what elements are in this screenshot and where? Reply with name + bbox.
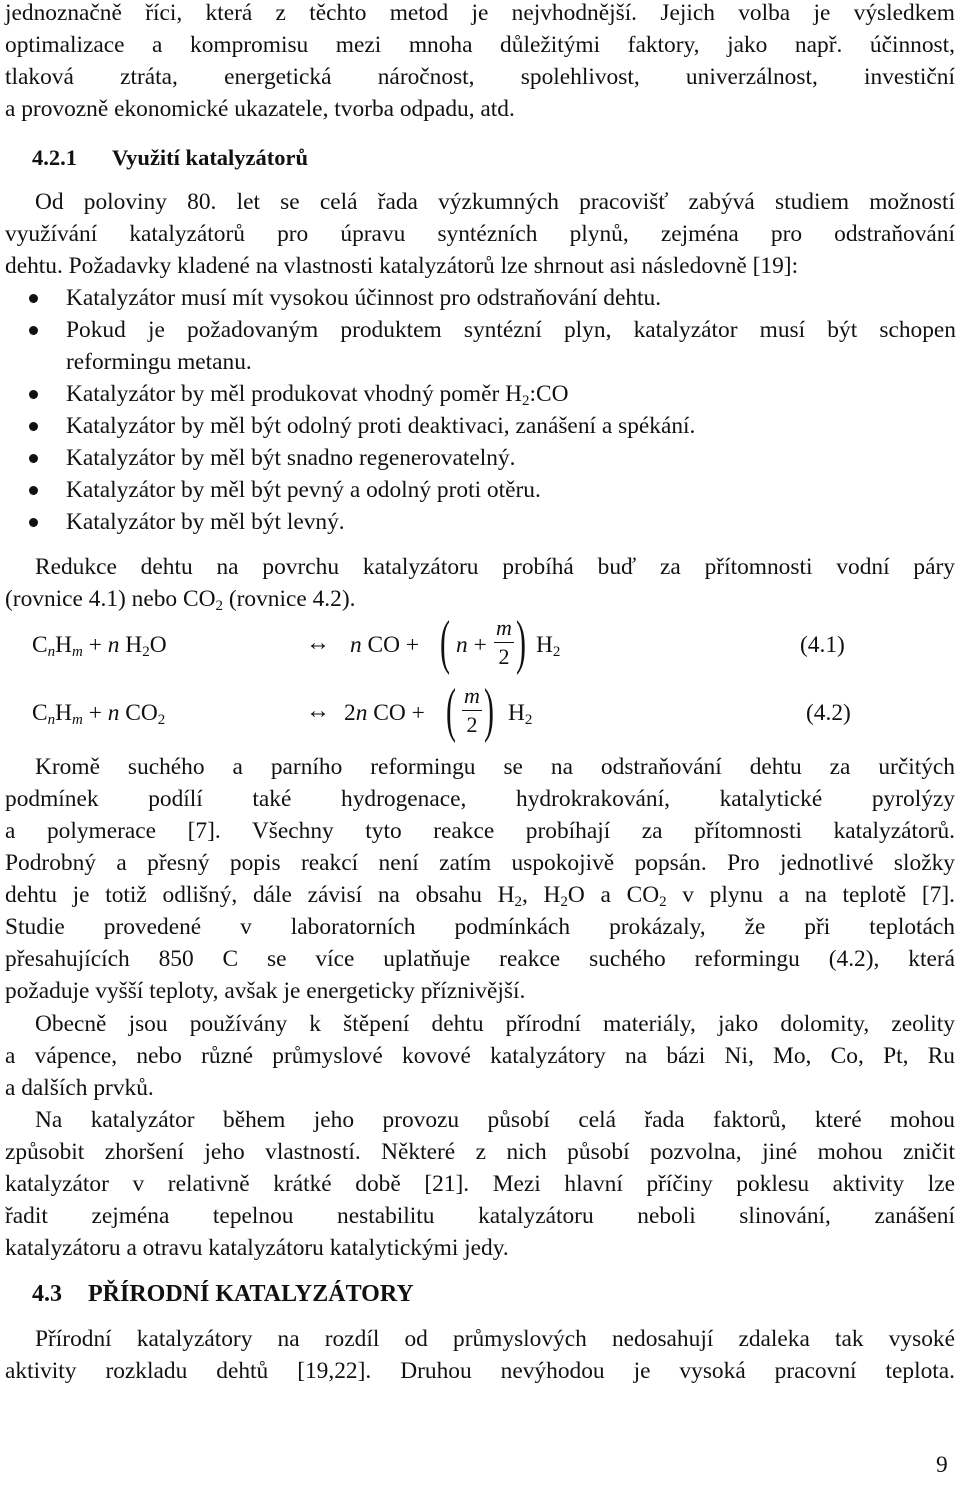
paragraph-other-reactions	[5, 751, 955, 1007]
list-item: Pokud je požadovaným produktem syntézní plyn, katalyzátor musí být schopen reformingu metanu.	[0, 314, 956, 378]
reversible-arrow-icon: ↔	[306, 630, 330, 656]
paragraph-reduction	[5, 551, 955, 615]
text-line: tlaková ztráta, energetická náročnost, spolehlivost, univerzálnost, investiční	[5, 64, 955, 90]
equation-4-1: $C_nH_m + n$ $H_2O$ ↔ n CO + ( n + m 2 ) $H_2$ (4.1)	[32, 609, 845, 675]
heading-title: PŘÍRODNÍ KATALYZÁTORY	[88, 1281, 414, 1307]
left-paren: (	[446, 677, 456, 743]
fraction-m-over-2: m 2	[492, 614, 516, 671]
right-paren: )	[516, 609, 526, 675]
heading-title: Využití katalyzátorů	[112, 145, 309, 170]
paragraph-requirements	[5, 186, 955, 282]
reversible-arrow-icon: ↔	[306, 698, 330, 724]
list-item: Katalyzátor musí mít vysokou účinnost pro odstraňování dehtu.	[0, 282, 956, 314]
text-line: Na katalyzátor během jeho provozu působí celá řada faktorů, které mohou	[35, 1107, 955, 1133]
equation-number: (4.1)	[800, 632, 845, 658]
list-item: Katalyzátor by měl produkovat vhodný poměr $H_2:CO$	[0, 378, 956, 410]
text-line: Studie provedené v laboratorních podmínkách prokázaly, že při teplotách	[5, 914, 955, 940]
text-line: jednoznačně říci, která z těchto metod je nejvhodnější. Jejich volba je výsledkem	[5, 0, 955, 26]
text-line: Přírodní katalyzátory na rozdíl od průmyslových nedosahují zdaleka tak vysoké	[35, 1326, 955, 1352]
requirements-list	[0, 282, 960, 538]
equation-lhs: $C_nH_m + n$ $H_2O$	[32, 632, 167, 660]
text-line: aktivity rozkladu dehtů [19,22]. Druhou nevýhodou je vysoká pracovní teplota.	[5, 1358, 955, 1384]
bullet-icon	[29, 326, 38, 335]
list-item: Katalyzátor by měl být snadno regenerovatelný.	[0, 442, 956, 474]
paragraph-materials	[5, 1008, 955, 1104]
text-line: a vápence, nebo různé průmyslové kovové katalyzátory na bázi Ni, Mo, Co, Pt, Ru	[5, 1043, 955, 1069]
intro-paragraph	[5, 0, 955, 125]
bullet-icon	[29, 518, 38, 527]
text-line: a polymerace [7]. Všechny tyto reakce probíhají za přítomnosti katalyzátorů.	[5, 818, 955, 844]
text-line: katalyzátor v relativně krátké době [21]. Mezi hlavní příčiny poklesu aktivity lze	[5, 1171, 955, 1197]
text-line: a provozně ekonomické ukazatele, tvorba odpadu, atd.	[5, 96, 515, 122]
bullet-icon	[29, 390, 38, 399]
page-number: 9	[936, 1452, 948, 1478]
text-line: Obecně jsou používány k štěpení dehtu přírodní materiály, jako dolomity, zeolity	[35, 1011, 955, 1037]
paragraph-deactivation	[5, 1104, 955, 1264]
heading-number: 4.2.1	[32, 145, 77, 170]
section-heading-4-2-1	[5, 142, 955, 174]
list-item: Katalyzátor by měl být pevný a odolný proti otěru.	[0, 474, 956, 506]
heading-number: 4.3	[32, 1281, 62, 1307]
equation-4-2: $C_nH_m + n$ $CO_2$ ↔ 2n CO + ( m 2 ) $H_2$ (4.2)	[32, 677, 851, 743]
text-line: řadit zejména tepelnou nestabilitu katalyzátoru neboli slinování, zanášení	[5, 1203, 955, 1229]
text-line: využívání katalyzátorů pro úpravu syntézních plynů, zejména pro odstraňování	[5, 221, 955, 247]
section-heading-4-3	[5, 1278, 955, 1310]
left-paren: (	[440, 609, 450, 675]
right-paren: )	[484, 677, 494, 743]
text-line: optimalizace a kompromisu mezi mnoha důležitými faktory, jako např. účinnost,	[5, 32, 955, 58]
text-line: Podrobný a přesný popis reakcí není zatím uspokojivě popsán. Pro jednotlivé složky	[5, 850, 955, 876]
text-line: přesahujících 850 C se více uplatňuje reakce suchého reformingu (4.2), která	[5, 946, 955, 972]
text-line: a dalších prvků.	[5, 1075, 154, 1101]
equation-lhs: $C_nH_m + n$ $CO_2$	[32, 700, 166, 728]
bullet-icon	[29, 422, 38, 431]
paragraph-natural-catalysts	[5, 1323, 955, 1387]
bullet-icon	[29, 454, 38, 463]
text-line: Od poloviny 80. let se celá řada výzkumných pracovišť zabývá studiem možností	[35, 189, 955, 215]
text-line: katalyzátoru a otravu katalyzátoru katalytickými jedy.	[5, 1235, 509, 1261]
text-line: Kromě suchého a parního reformingu se na odstraňování dehtu za určitých	[35, 754, 955, 780]
equation-rhs: 2n CO +	[344, 700, 425, 726]
list-item: Katalyzátor by měl být odolný proti deaktivaci, zanášení a spékání.	[0, 410, 956, 442]
text-line: dehtu je totiž odlišný, dále závisí na obsahu $H_2$, $H_2O$ a $CO_2$ v plynu a na teplotě [7].	[5, 882, 955, 910]
bullet-icon	[29, 486, 38, 495]
text-line: dehtu. Požadavky kladené na vlastnosti katalyzátorů lze shrnout asi následovně [19]:	[5, 253, 799, 279]
equation-rhs: n CO +	[350, 632, 420, 658]
bullet-icon	[29, 294, 38, 303]
text-line: podmínek podílí také hydrogenace, hydrokrakování, katalytické pyrolýzy	[5, 786, 955, 812]
text-line: (rovnice 4.1) nebo $CO_2$ (rovnice 4.2).	[5, 586, 356, 614]
text-line: způsobit zhoršení jeho vlastností. Některé z nich působí pozvolna, jiné mohou zničit	[5, 1139, 955, 1165]
text-line: požaduje vyšší teploty, avšak je energeticky příznivější.	[5, 978, 526, 1004]
text-line: Redukce dehtu na povrchu katalyzátoru probíhá buď za přítomnosti vodní páry	[35, 554, 955, 580]
fraction-m-over-2: m 2	[460, 682, 484, 739]
list-item: Katalyzátor by měl být levný.	[0, 506, 956, 538]
equation-number: (4.2)	[806, 700, 851, 726]
